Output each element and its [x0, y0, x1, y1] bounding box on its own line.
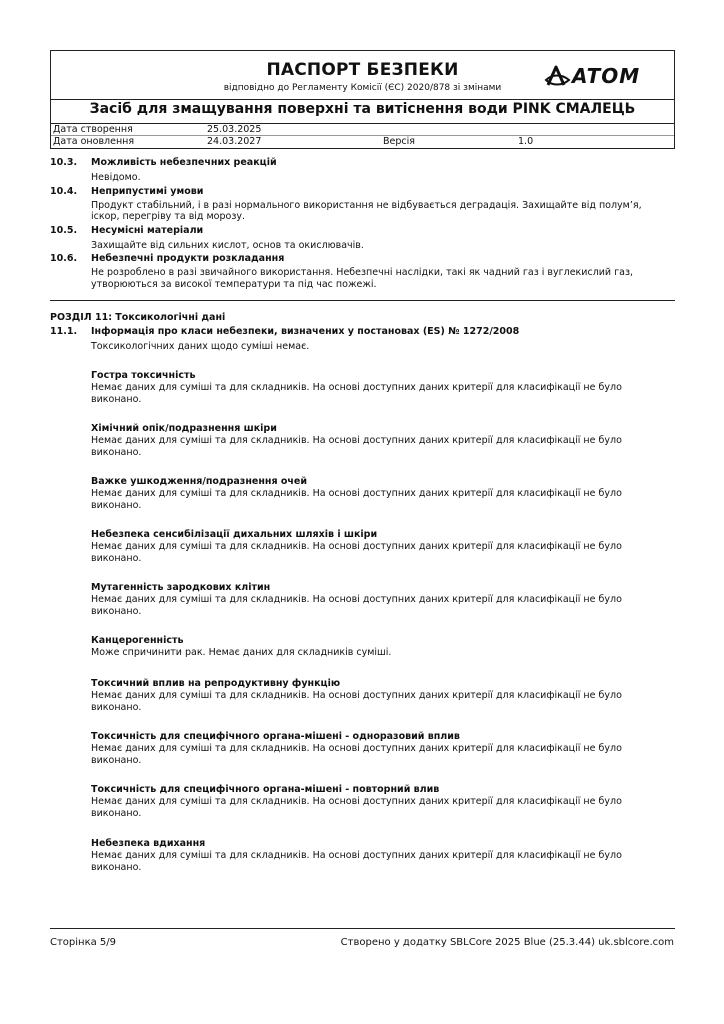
- header-divider: [51, 135, 674, 136]
- subsection-number: 10.6.: [50, 253, 78, 264]
- hazard-title: Канцерогенність: [91, 635, 184, 646]
- hazard-title: Важке ушкодження/подразнення очей: [91, 476, 308, 487]
- hazard-text: виконано.: [91, 553, 142, 564]
- company-logo: [544, 63, 672, 89]
- subsection-text: Продукт стабільний, і в разі нормального використання не відбувається деградація. Захищайте від полум’я,: [91, 200, 642, 211]
- hazard-title: Хімічний опік/подразнення шкіри: [91, 423, 277, 434]
- hazard-text: Немає даних для суміші та для складників. На основі доступних даних критерії для класифікації не було: [91, 690, 622, 701]
- header-top: [51, 51, 674, 99]
- hazard-text: виконано.: [91, 862, 142, 873]
- subsection-title: Можливість небезпечних реакцій: [91, 157, 277, 168]
- hazard-title: Небезпека сенсибілізації дихальних шляхів і шкіри: [91, 529, 378, 540]
- document-title: ПАСПОРТ БЕЗПЕКИ: [266, 60, 459, 80]
- header-divider: [51, 123, 674, 124]
- document-header: [50, 50, 675, 149]
- hazard-text: Немає даних для суміші та для складників. На основі доступних даних критерії для класифікації не було: [91, 796, 622, 807]
- page-number: Сторінка 5/9: [50, 937, 117, 948]
- header-divider: [51, 99, 674, 100]
- created-date-value: 25.03.2025: [207, 124, 262, 135]
- subsection-text: Захищайте від сильних кислот, основ та окислювачів.: [91, 240, 364, 251]
- hazard-title: Небезпека вдихання: [91, 838, 206, 849]
- subsection-text: Невідомо.: [91, 172, 141, 183]
- generator-credit: Створено у додатку SBLCore 2025 Blue (25.3.44) uk.sblcore.com: [340, 937, 674, 948]
- hazard-title: Гостра токсичність: [91, 370, 196, 381]
- created-date-label: Дата створення: [53, 124, 133, 135]
- hazard-text: виконано.: [91, 606, 142, 617]
- hazard-text: Немає даних для суміші та для складників. На основі доступних даних критерії для класифікації не було: [91, 488, 622, 499]
- subsection-title: Неприпустимі умови: [91, 186, 204, 197]
- hazard-text: Немає даних для суміші та для складників. На основі доступних даних критерії для класифікації не було: [91, 850, 622, 861]
- subsection-number: 11.1.: [50, 326, 78, 337]
- hazard-text: Немає даних для суміші та для складників. На основі доступних даних критерії для класифікації не було: [91, 743, 622, 754]
- hazard-title: Мутагенність зародкових клітин: [91, 582, 271, 593]
- hazard-text: Немає даних для суміші та для складників. На основі доступних даних критерії для класифікації не було: [91, 382, 622, 393]
- hazard-title: Токсичність для специфічного органа-мішені - одноразовий вплив: [91, 731, 460, 742]
- hazard-title: Токсичність для специфічного органа-мішені - повторний влив: [91, 784, 440, 795]
- footer-divider: [50, 928, 675, 929]
- atom-logo-icon: [544, 63, 572, 89]
- version-label: Версія: [383, 136, 415, 147]
- subsection-number: 10.4.: [50, 186, 78, 197]
- logo-text: ATOM: [572, 64, 641, 88]
- hazard-text: виконано.: [91, 447, 142, 458]
- hazard-text: виконано.: [91, 500, 142, 511]
- subsection-title: Інформація про класи небезпеки, визначених у постановах (ES) № 1272/2008: [91, 326, 520, 337]
- subsection-text: Токсикологічних даних щодо суміші немає.: [91, 341, 310, 352]
- subsection-text: іскор, перегріву та від морозу.: [91, 211, 246, 222]
- subsection-title: Несумісні матеріали: [91, 225, 204, 236]
- hazard-text: Немає даних для суміші та для складників. На основі доступних даних критерії для класифікації не було: [91, 435, 622, 446]
- regulation-subtitle: відповідно до Регламенту Комісії (ЄС) 2020/878 зі змінами: [223, 83, 502, 93]
- updated-date-value: 24.03.2027: [207, 136, 262, 147]
- hazard-text: виконано.: [91, 755, 142, 766]
- section-divider: [50, 300, 675, 301]
- subsection-number: 10.5.: [50, 225, 78, 236]
- hazard-text: виконано.: [91, 808, 142, 819]
- hazard-title: Токсичний вплив на репродуктивну функцію: [91, 678, 341, 689]
- version-value: 1.0: [518, 136, 534, 147]
- subsection-text: Не розроблено в разі звичайного використання. Небезпечні наслідки, такі як чадний газ і вуглекислий газ,: [91, 267, 634, 278]
- subsection-title: Небезпечні продукти розкладання: [91, 253, 285, 264]
- updated-date-label: Дата оновлення: [53, 136, 135, 147]
- subsection-number: 10.3.: [50, 157, 78, 168]
- subsection-text: утворюються за високої температури та під час пожежі.: [91, 279, 377, 290]
- hazard-text: Немає даних для суміші та для складників. На основі доступних даних критерії для класифікації не було: [91, 541, 622, 552]
- hazard-text: виконано.: [91, 702, 142, 713]
- section-heading: РОЗДІЛ 11: Токсикологічні дані: [50, 312, 226, 323]
- hazard-text: Немає даних для суміші та для складників. На основі доступних даних критерії для класифікації не було: [91, 594, 622, 605]
- hazard-text: виконано.: [91, 394, 142, 405]
- product-name: Засіб для змащування поверхні та витіснення води PINK СМАЛЕЦЬ: [89, 101, 636, 117]
- hazard-text: Може спричинити рак. Немає даних для складників суміші.: [91, 647, 392, 658]
